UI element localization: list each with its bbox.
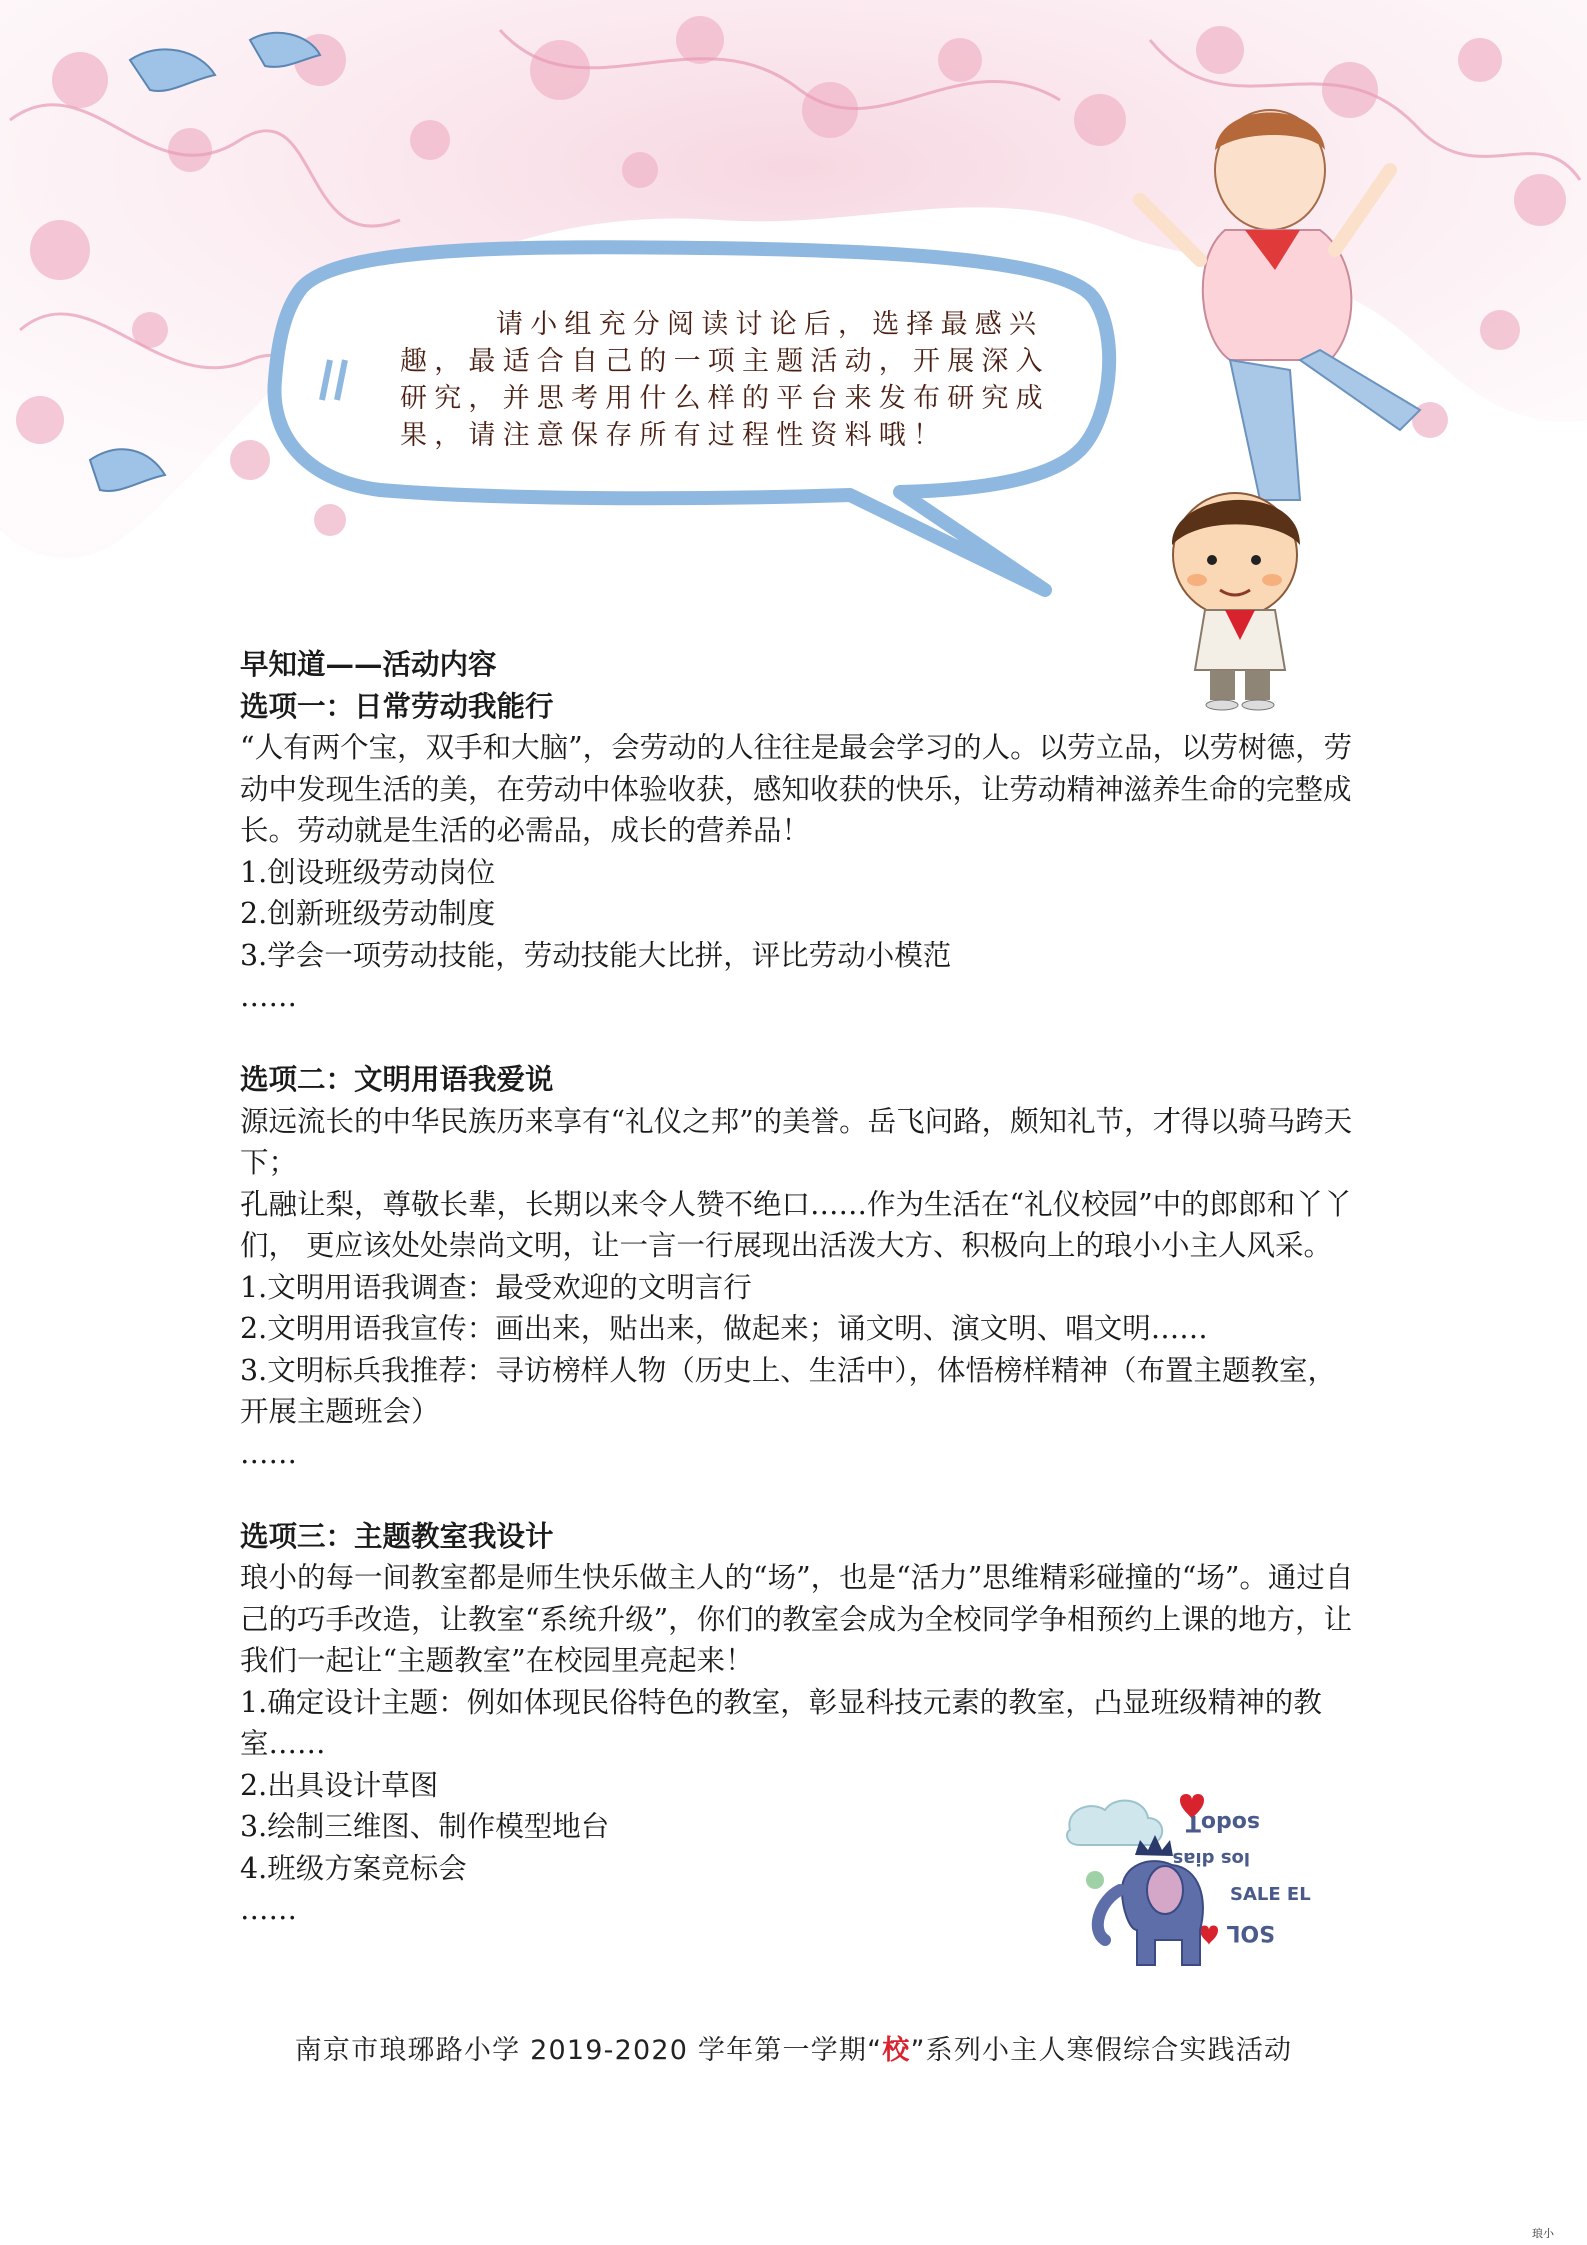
option1-ellipsis: …… (240, 980, 297, 1013)
corner-mark: 琅小 (1532, 2227, 1554, 2240)
elephant-sticker-illustration (1060, 1790, 1311, 1980)
footer-highlight: 校 (882, 2035, 911, 2066)
option1-item: 3.学会一项劳动技能，劳动技能大比拼，评比劳动小模范 (240, 938, 952, 972)
heart-icon (1200, 1926, 1218, 1946)
option1-item: 2.创新班级劳动制度 (240, 897, 496, 930)
option2-paragraph: 源远流长的中华民族历来享有“礼仪之邦”的美誉。岳飞问路，颇知礼节，才得以骑马跨天下； (240, 1104, 1353, 1179)
bubble-instruction-text: 请小组充分阅读讨论后，选择最感兴趣，最适合自己的一项主题活动，开展深入研究，并思考用什么样的平台来发布研究成果，请注意保存所有过程性资料哦！ (400, 309, 1050, 451)
svg-text:los dias: los dias (1172, 1848, 1250, 1869)
activity-content (240, 644, 1360, 1931)
option2-ellipsis: …… (240, 1436, 297, 1470)
svg-text:SALE EL: SALE EL (1230, 1884, 1311, 1905)
svg-text:SOL: SOL (1226, 1920, 1275, 1945)
option1-item: 1.创设班级劳动岗位 (240, 855, 496, 889)
footer-text-post: ”系列小主人寒假综合实践活动 (910, 2035, 1293, 2066)
option1-intro: “人有两个宝，双手和大脑”，会劳动的人往往是最会学习的人。以劳立品，以劳树德，劳动中发现生活的美，在劳动中体验收获，感知收获的快乐，让劳动精神滋养生命的完整成长。劳动就是生活的必需品，成长的营养品！ (240, 731, 1353, 847)
option3-ellipsis: …… (240, 1893, 297, 1926)
option2-paragraph: 孔融让梨，尊敬长辈，长期以来令人赞不绝口……作为生活在“礼仪校园”中的郎郎和丫丫们， 更应该处处崇尚文明，让一言一行展现出活泼大方、积极向上的琅小小主人风采。 (240, 1187, 1353, 1262)
option1-title: 选项一：日常劳动我能行 (240, 688, 554, 723)
footer-text-pre: 南京市琅琊路小学 2019-2020 学年第一学期“ (294, 2035, 883, 2066)
option3-item: 4.班级方案竞标会 (240, 1851, 467, 1885)
cloud-icon (1067, 1801, 1162, 1845)
section-title: 早知道——活动内容 (240, 647, 497, 681)
spacer (240, 1018, 1360, 1060)
svg-text:sodoT: sodoT (1185, 1810, 1260, 1835)
option3-title: 选项三：主题教室我设计 (240, 1518, 554, 1553)
footer-caption (0, 2028, 1587, 2067)
option3-item: 3.绘制三维图、制作模型地台 (240, 1810, 610, 1843)
bird-icon (1086, 1871, 1104, 1889)
option2-item: 3.文明标兵我推荐：寻访榜样人物（历史上、生活中），体悟榜样精神（布置主题教室，开展主题班会） (240, 1353, 1336, 1428)
option3-item: 2.出具设计草图 (240, 1768, 439, 1802)
option2-item: 1.文明用语我调查：最受欢迎的文明言行 (240, 1270, 752, 1304)
option2-item: 2.文明用语我宣传：画出来，贴出来，做起来；诵文明、演文明、唱文明…… (240, 1312, 1208, 1345)
spacer (240, 1474, 1360, 1516)
option2-title: 选项二：文明用语我爱说 (240, 1062, 554, 1096)
option3-item: 1.确定设计主题：例如体现民俗特色的教室，彰显科技元素的教室，凸显班级精神的教室…… (240, 1685, 1322, 1760)
boy-illustration (1172, 493, 1300, 617)
option3-intro: 琅小的每一间教室都是师生快乐做主人的“场”，也是“活力”思维精彩碰撞的“场”。通过自己的巧手改造，让教室“系统升级”，你们的教室会成为全校同学争相预约上课的地方，让我们一起让“主题教室”在校园里亮起来！ (240, 1561, 1354, 1677)
